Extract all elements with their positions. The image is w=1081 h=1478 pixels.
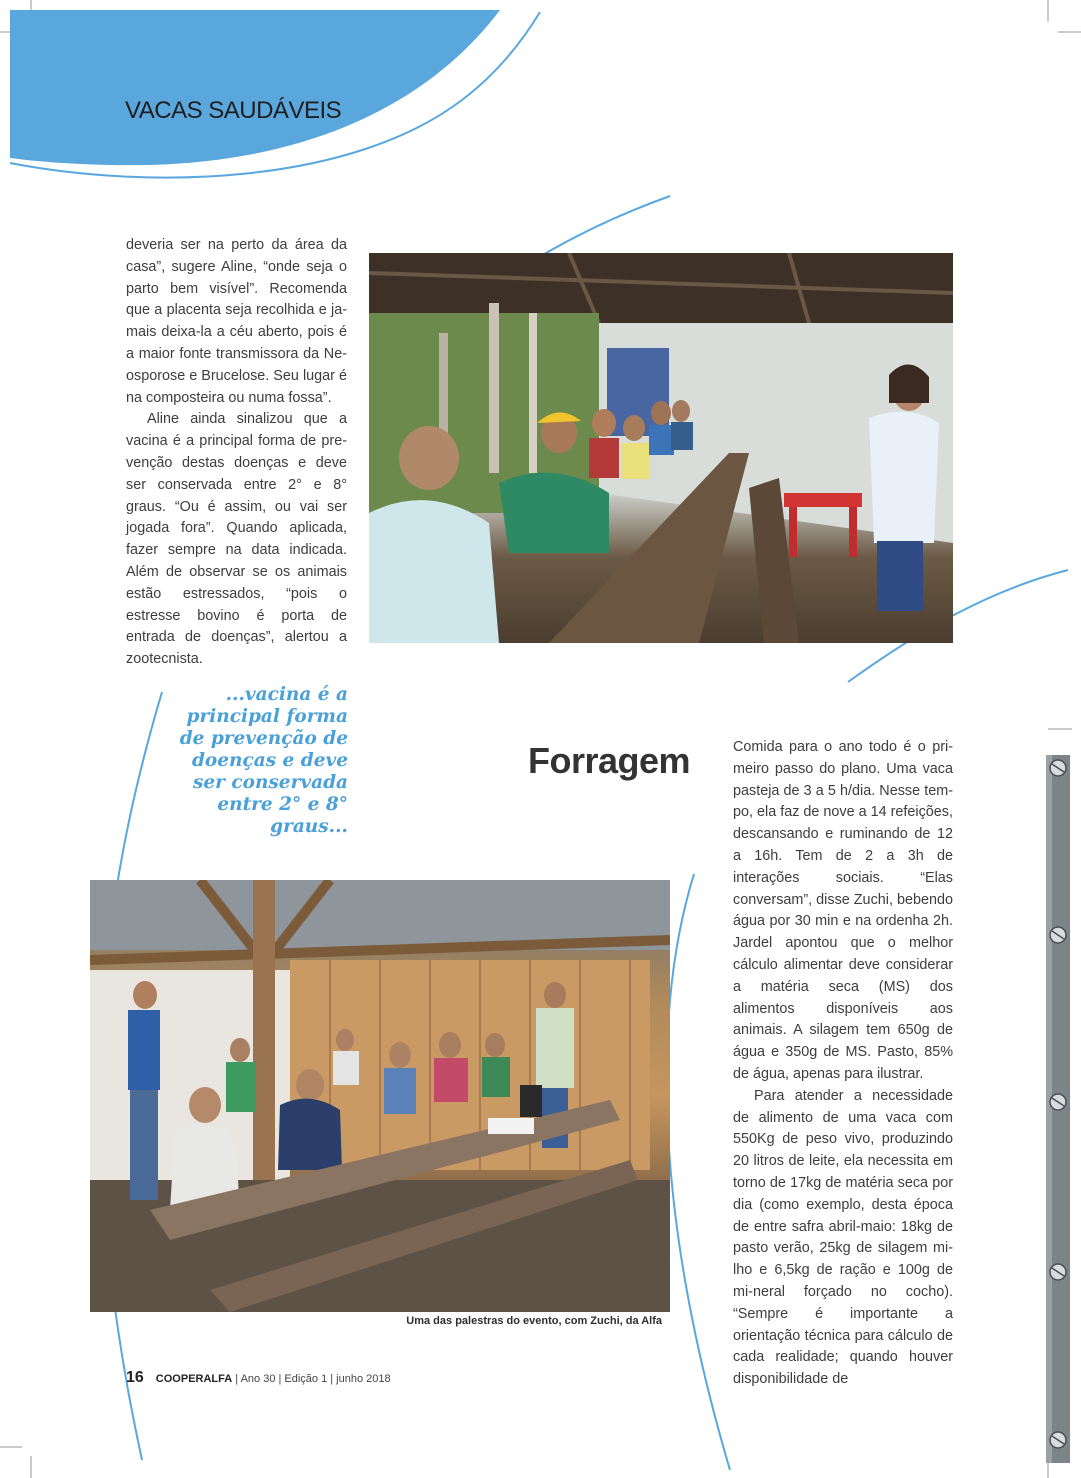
left-column-text [126,235,347,671]
left-paragraph-2: Aline ainda sinalizou que a vacina é a principal forma de pre-venção destas doenças e deve ser conservada entre 2° e 8° graus. “Ou é assim, ou vai ser jogada fora”. Quando aplicada, fazer sempre na data indicada. Além de observar se os animais estão estressados, “pois o estresse bovino é porta de entrada de doenças”, alertou a zootecnista. [126,411,347,668]
issue-info: | Ano 30 | Edição 1 | junho 2018 [235,1373,391,1385]
binder-strip [1046,755,1070,1463]
right-column-text [733,737,953,1391]
left-paragraph-1: deveria ser na perto da área da casa”, sugere Aline, “onde seja o parto bem visível”. Recomenda que a placenta seja recolhida e ja-mais deixa-la a céu aberto, pois é a maior fonte transmissora da Ne-osporose e Brucelose. Seu lugar é na composteira ou numa fossa”. [126,237,347,406]
forragem-heading: Forragem [528,740,691,781]
right-paragraph-2: Para atender a necessidade de alimento de uma vaca com 550Kg de peso vivo, produzindo 20 litros de leite, ela necessita em torno de 17kg de matéria seca por dia (como exemplo, desta época de entre safra abril-maio: 18kg de pasto verão, 25kg de silagem mi-lho e 6,5kg de ração e 100g de mi-neral forçado no cocho). “Sempre é importante a orientação técnica para cálculo de cada realidade; quando houver disponibilidade de [733,1087,953,1388]
lower-right-arc-line [667,874,730,1470]
lecture-photo-top-illustration [369,253,953,643]
lecture-photo-bottom [90,880,670,1312]
section-title: VACAS SAUDÁVEIS [125,97,342,124]
photo-caption: Uma das palestras do evento, com Zuchi, da Alfa [406,1315,662,1327]
lecture-photo-top [369,253,953,643]
magazine-brand: COOPERALFA [155,1373,233,1385]
lecture-photo-bottom-illustration [90,880,670,1312]
page-footer [126,1369,391,1387]
right-paragraph-1: Comida para o ano todo é o pri-meiro passo do plano. Uma vaca pasteja de 3 a 5 h/dia. Nesse tem-po, ela faz de nove a 14 refeições, descansando e ruminando de 12 a 16h. Tem de 2 a 3h de interações sociais. “Elas conversam”, disse Zuchi, bebendo água por 30 min e na ordenha 2h. Jardel apontou que o melhor cálculo alimentar deve considerar a matéria seca (MS) dos alimentos disponíveis aos animais. A silagem tem 650g de água e 350g de MS. Pasto, 85% de água, apenas para ilustrar. [733,739,954,1082]
page-number: 16 [126,1369,144,1386]
header-blue-shape [10,10,500,165]
pull-quote: ...vacina é a principal forma de prevenção de doenças e deve ser conservada entre 2° e 8° graus... [179,684,348,837]
